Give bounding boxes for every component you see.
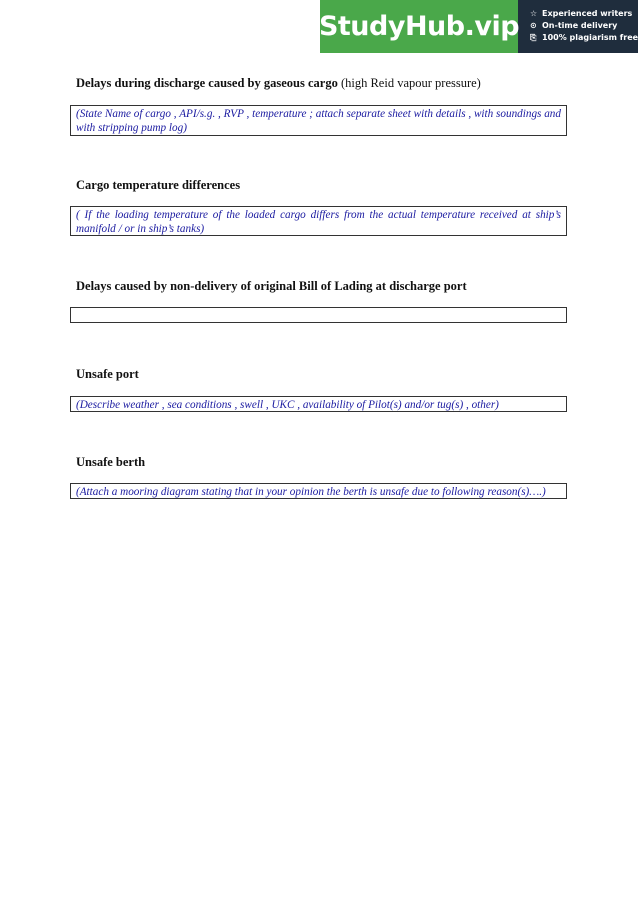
section-heading-gaseous-cargo <box>76 76 481 91</box>
field-unsafe-berth[interactable]: (Attach a mooring diagram stating that in your opinion the berth is unsafe due to following reason(s)….) <box>70 483 567 499</box>
banner-features <box>530 8 638 44</box>
heading-bold: Delays caused by non-delivery of original Bill of Lading at discharge port <box>76 279 467 293</box>
section-heading-unsafe-port <box>76 367 139 382</box>
heading-bold: Delays during discharge caused by gaseous cargo <box>76 76 338 90</box>
feature-label: On-time delivery <box>542 21 618 30</box>
section-heading-unsafe-berth <box>76 455 145 470</box>
section-heading-temperature <box>76 178 240 193</box>
heading-bold: Unsafe berth <box>76 455 146 469</box>
studyhub-logo[interactable]: StudyHub.vip <box>320 0 518 53</box>
star-icon: ☆ <box>530 9 538 18</box>
heading-bold: Unsafe port <box>76 367 139 381</box>
heading-bold: Cargo temperature differences <box>76 178 241 192</box>
field-gaseous-cargo[interactable]: (State Name of cargo , API/s.g. , RVP , temperature ; attach separate sheet with details , with soundings and with stripping pump log) <box>70 105 567 136</box>
clock-icon: ⊙ <box>530 21 537 30</box>
field-bill-of-lading[interactable] <box>70 307 567 323</box>
field-unsafe-port[interactable]: (Describe weather , sea conditions , swell , UKC , availability of Pilot(s) and/or tug(s) , other) <box>70 396 567 412</box>
feature-item <box>530 20 638 32</box>
copy-icon: ⎘ <box>530 33 537 42</box>
feature-item <box>530 32 638 44</box>
field-temperature[interactable]: ( If the loading temperature of the loaded cargo differs from the actual temperature received at ship’s manifold / or in ship’s tanks) <box>70 206 567 236</box>
feature-label: Experienced writers <box>542 9 633 18</box>
section-heading-bill-of-lading <box>76 279 467 294</box>
studyhub-banner[interactable] <box>320 0 638 53</box>
feature-item <box>530 8 638 20</box>
heading-normal: (high Reid vapour pressure) <box>337 76 481 90</box>
feature-label: 100% plagiarism free <box>542 33 638 42</box>
